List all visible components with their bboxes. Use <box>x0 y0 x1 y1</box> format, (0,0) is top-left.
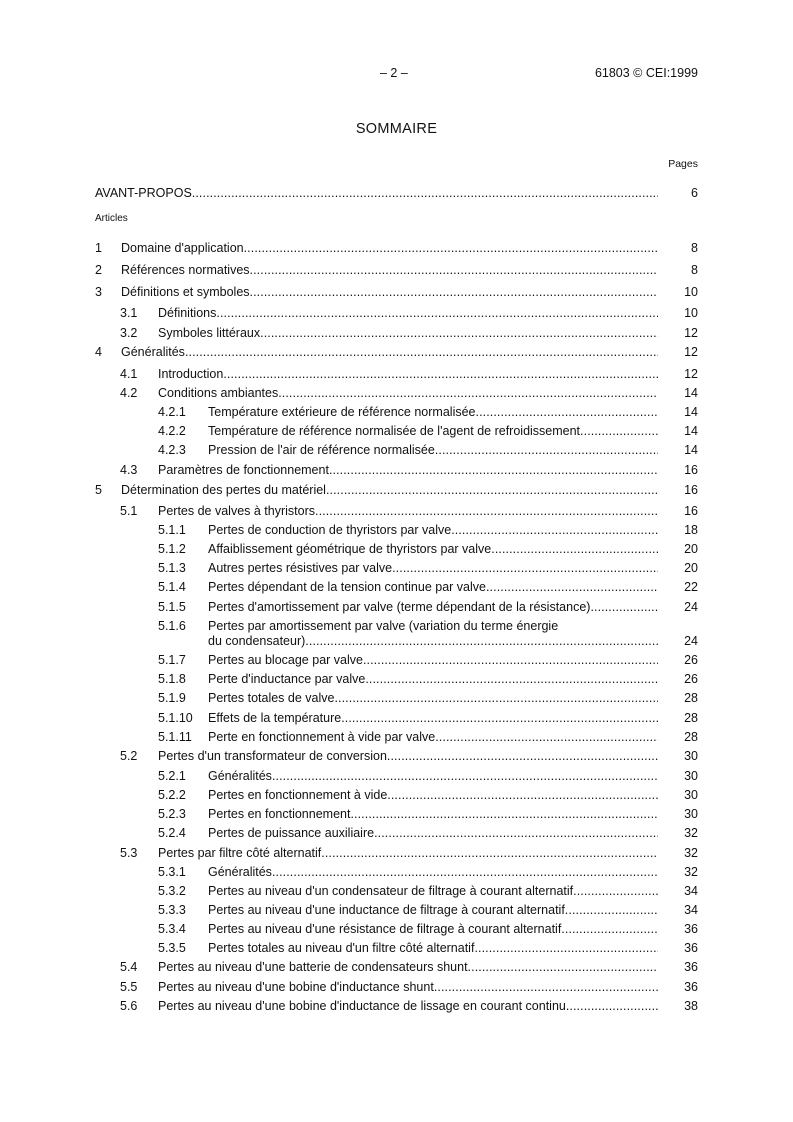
toc-entry-title-wrap <box>208 651 658 669</box>
toc-entry-number: 3.1 <box>120 306 138 320</box>
toc-entry[interactable] <box>0 939 793 957</box>
dot-leader <box>315 502 658 520</box>
page-header-reference: 61803 © CEI:1999 <box>594 66 698 80</box>
toc-entry-page: 14 <box>684 405 698 419</box>
toc-entry-title: Pertes au blocage par valve <box>208 653 363 667</box>
toc-entry-page: 6 <box>691 186 698 200</box>
toc-entry[interactable] <box>0 786 793 804</box>
dot-leader <box>244 239 658 257</box>
toc-entry-page: 36 <box>684 941 698 955</box>
dot-leader <box>363 651 658 669</box>
toc-entry[interactable] <box>0 882 793 900</box>
toc-entry[interactable] <box>0 670 793 688</box>
toc-entry-page: 38 <box>684 999 698 1013</box>
toc-entry-page: 30 <box>684 807 698 821</box>
toc-entry-number: 4.1 <box>120 367 138 381</box>
toc-entry[interactable] <box>0 651 793 669</box>
toc-entry-page: 16 <box>684 483 698 497</box>
toc-entry[interactable] <box>0 365 793 383</box>
toc-entry-page: 34 <box>684 903 698 917</box>
toc-entry-title: Paramètres de fonctionnement <box>158 463 329 477</box>
toc-entry[interactable] <box>0 920 793 938</box>
toc-entry-title: Température de référence normalisée de l'agent de refroidissement <box>208 424 581 438</box>
toc-entry-title-wrap <box>121 481 658 499</box>
toc-entry-page: 20 <box>684 561 698 575</box>
dot-leader <box>580 422 658 440</box>
toc-entry-number: 5.3.2 <box>158 884 186 898</box>
toc-entry-title-wrap <box>121 343 658 361</box>
toc-entry[interactable] <box>0 997 793 1015</box>
toc-entry-title: Autres pertes résistives par valve <box>208 561 393 575</box>
toc-entry-title: Pertes au niveau d'une batterie de condensateurs shunt <box>158 960 468 974</box>
toc-entry-title-wrap <box>158 324 658 342</box>
dot-leader <box>185 343 658 361</box>
toc-entry-title: Symboles littéraux <box>158 326 261 340</box>
toc-entry-page: 18 <box>684 523 698 537</box>
toc-entry-number: 4.3 <box>120 463 138 477</box>
toc-entry-number: 3 <box>95 285 102 299</box>
dot-leader <box>374 824 658 842</box>
dot-leader <box>573 882 658 900</box>
toc-entry-title-wrap <box>208 559 658 577</box>
toc-entry-number: 2 <box>95 263 102 277</box>
articles-label: Articles <box>95 213 128 224</box>
toc-entry-number: 5.2.2 <box>158 788 186 802</box>
toc-entry[interactable] <box>0 324 793 342</box>
toc-entry-number: 5.2 <box>120 749 138 763</box>
toc-entry[interactable] <box>0 805 793 823</box>
toc-entry[interactable] <box>0 283 793 301</box>
toc-entry-title-wrap <box>208 521 658 539</box>
toc-entry-title: Généralités <box>208 769 272 783</box>
toc-entry-title-wrap <box>158 747 658 765</box>
toc-entry[interactable] <box>0 978 793 996</box>
toc-entry[interactable] <box>0 384 793 402</box>
toc-entry-title: Définitions et symboles <box>121 285 250 299</box>
toc-entry-number: 1 <box>95 241 102 255</box>
toc-entry-number: 5.2.1 <box>158 769 186 783</box>
toc-entry-title-wrap <box>208 920 658 938</box>
dot-leader <box>565 901 658 919</box>
toc-entry-title-wrap <box>158 978 658 996</box>
dot-leader <box>329 461 658 479</box>
toc-entry-title-wrap <box>208 441 658 459</box>
toc-entry-title: Pression de l'air de référence normalisée <box>208 443 435 457</box>
toc-entry-title: Généralités <box>121 345 185 359</box>
toc-entry-number: 5.1.9 <box>158 691 186 705</box>
toc-entry-title: Pertes de conduction de thyristors par valve <box>208 523 452 537</box>
toc-entry-number: 5.1.2 <box>158 542 186 556</box>
dot-leader <box>341 709 658 727</box>
toc-entry-title: Pertes au niveau d'un condensateur de filtrage à courant alternatif <box>208 884 574 898</box>
toc-entry-number: 5.5 <box>120 980 138 994</box>
dot-leader <box>321 844 658 862</box>
dot-leader <box>387 786 658 804</box>
toc-entry-number: 4 <box>95 345 102 359</box>
toc-entry-page: 32 <box>684 865 698 879</box>
page-title: SOMMAIRE <box>355 121 438 137</box>
toc-entry[interactable] <box>0 709 793 727</box>
toc-entry-title-wrap <box>208 786 658 804</box>
toc-entry-title-wrap <box>208 767 658 785</box>
toc-entry-page: 14 <box>684 443 698 457</box>
toc-entry-title: Introduction <box>158 367 224 381</box>
toc-entry[interactable] <box>0 863 793 881</box>
toc-entry-title: Détermination des pertes du matériel <box>121 483 326 497</box>
toc-entry-title: Pertes de valves à thyristors <box>158 504 316 518</box>
toc-entry-page: 10 <box>684 285 698 299</box>
toc-entry-page: 30 <box>684 769 698 783</box>
toc-entry-page: 30 <box>684 749 698 763</box>
toc-entry-title: Pertes en fonctionnement <box>208 807 351 821</box>
toc-entry[interactable] <box>0 559 793 577</box>
toc-entry-number: 5.1.11 <box>158 730 192 744</box>
toc-entry-title: Pertes au niveau d'une résistance de filtrage à courant alternatif <box>208 922 562 936</box>
dot-leader <box>387 747 658 765</box>
toc-entry-title-wrap <box>208 728 658 746</box>
toc-entry-title-wrap <box>208 824 658 842</box>
toc-entry-page: 36 <box>684 922 698 936</box>
toc-entry-title-wrap <box>121 283 658 301</box>
dot-leader <box>566 997 658 1015</box>
toc-entry-title-wrap <box>208 598 658 616</box>
dot-leader <box>434 978 658 996</box>
toc-entry-page: 36 <box>684 960 698 974</box>
toc-entry-title-wrap <box>158 844 658 862</box>
toc-entry-page: 24 <box>684 634 698 648</box>
toc-entry-page: 14 <box>684 424 698 438</box>
toc-entry[interactable] <box>0 747 793 765</box>
toc-entry-title-wrap <box>121 239 658 257</box>
toc-entry-title-wrap <box>208 670 658 688</box>
toc-entry-number: 5.1 <box>120 504 138 518</box>
toc-entry-title: Température extérieure de référence normalisée <box>208 405 476 419</box>
toc-entry-number: 5.2.3 <box>158 807 186 821</box>
toc-entry-number: 5.1.10 <box>158 711 193 725</box>
toc-entry-title-wrap <box>208 882 658 900</box>
toc-entry-page: 36 <box>684 980 698 994</box>
toc-entry-page: 20 <box>684 542 698 556</box>
toc-entry-number: 5.6 <box>120 999 138 1013</box>
toc-entry-title-wrap <box>208 422 658 440</box>
toc-entry-number: 5.1.5 <box>158 600 186 614</box>
toc-entry-title: Pertes en fonctionnement à vide <box>208 788 388 802</box>
toc-entry-page: 30 <box>684 788 698 802</box>
toc-entry-title: Affaiblissement géométrique de thyristors par valve <box>208 542 492 556</box>
toc-entry-page: 10 <box>684 306 698 320</box>
toc-entry-title: AVANT-PROPOS <box>95 186 192 200</box>
toc-entry[interactable] <box>0 617 793 635</box>
dot-leader <box>491 540 658 558</box>
toc-entry-page: 32 <box>684 826 698 840</box>
toc-entry[interactable] <box>0 304 793 322</box>
toc-entry-title: Pertes par amortissement par valve (variation du terme énergie <box>208 619 559 633</box>
dot-leader <box>468 958 658 976</box>
toc-entry-title-wrap <box>158 461 658 479</box>
dot-leader <box>272 863 658 881</box>
toc-entry-page: 8 <box>691 263 698 277</box>
toc-entry-page: 16 <box>684 504 698 518</box>
toc-entry-title-wrap <box>208 578 658 596</box>
toc-entry-title-wrap <box>158 502 658 520</box>
toc-entry[interactable] <box>0 728 793 746</box>
dot-leader <box>334 689 658 707</box>
dot-leader <box>326 481 658 499</box>
toc-entry-title: Pertes totales de valve <box>208 691 335 705</box>
toc-entry-page: 32 <box>684 846 698 860</box>
toc-entry-title: Effets de la température <box>208 711 342 725</box>
toc-entry[interactable] <box>0 689 793 707</box>
dot-leader <box>250 261 658 279</box>
toc-entry-number: 5.3.3 <box>158 903 186 917</box>
toc-entry[interactable] <box>0 261 793 279</box>
toc-entry-number: 5.3.5 <box>158 941 186 955</box>
toc-entry-title: Pertes au niveau d'une inductance de filtrage à courant alternatif <box>208 903 565 917</box>
toc-entry-page: 12 <box>684 326 698 340</box>
dot-leader <box>435 728 658 746</box>
toc-entry[interactable] <box>0 824 793 842</box>
toc-entry[interactable] <box>0 461 793 479</box>
toc-entry[interactable] <box>0 521 793 539</box>
toc-entry-page: 34 <box>684 884 698 898</box>
toc-entry-title-wrap <box>208 403 658 421</box>
toc-entry-title-wrap <box>208 617 658 635</box>
toc-entry-page: 22 <box>684 580 698 594</box>
toc-entry-number: 3.2 <box>120 326 138 340</box>
toc-entry-title: Pertes totales au niveau d'un filtre côté alternatif <box>208 941 475 955</box>
toc-entry-number: 5.1.3 <box>158 561 186 575</box>
toc-entry-page: 14 <box>684 386 698 400</box>
toc-entry-title-continued: du condensateur) <box>208 634 306 648</box>
toc-entry[interactable] <box>0 343 793 361</box>
toc-entry-title: Pertes de puissance auxiliaire <box>208 826 375 840</box>
toc-entry-title-wrap <box>208 901 658 919</box>
toc-entry-title-wrap <box>208 863 658 881</box>
toc-entry-number: 4.2.2 <box>158 424 186 438</box>
toc-entry-title: Conditions ambiantes <box>158 386 279 400</box>
toc-entry[interactable] <box>0 767 793 785</box>
toc-entry-title-wrap <box>158 365 658 383</box>
toc-entry-title: Pertes par filtre côté alternatif <box>158 846 322 860</box>
toc-entry[interactable] <box>0 184 793 202</box>
toc-entry[interactable] <box>0 441 793 459</box>
toc-entry-title-wrap <box>208 709 658 727</box>
toc-entry-title-wrap <box>208 805 658 823</box>
dot-leader <box>250 283 658 301</box>
toc-entry-number: 5.4 <box>120 960 138 974</box>
toc-entry[interactable] <box>0 901 793 919</box>
toc-entry[interactable] <box>0 578 793 596</box>
toc-entry-page: 12 <box>684 367 698 381</box>
dot-leader <box>365 670 658 688</box>
toc-entry-number: 5.1.8 <box>158 672 186 686</box>
toc-entry[interactable] <box>0 844 793 862</box>
toc-entry-title-wrap <box>158 384 658 402</box>
toc-entry[interactable] <box>0 403 793 421</box>
toc-entry-title: Perte d'inductance par valve <box>208 672 366 686</box>
dot-leader <box>260 324 658 342</box>
pages-column-label: Pages <box>668 158 698 170</box>
toc-entry-number: 5.1.1 <box>158 523 186 537</box>
toc-entry-number: 5.1.4 <box>158 580 186 594</box>
toc-entry-title: Pertes au niveau d'une bobine d'inductance de lissage en courant continu <box>158 999 566 1013</box>
toc-entry-number: 5.3.1 <box>158 865 186 879</box>
toc-entry[interactable] <box>0 958 793 976</box>
toc-entry[interactable] <box>0 598 793 616</box>
dot-leader <box>216 304 658 322</box>
toc-entry-title-wrap <box>158 997 658 1015</box>
dot-leader <box>474 939 658 957</box>
toc-entry-title-wrap <box>158 304 658 322</box>
toc-entry-number: 5.1.6 <box>158 619 186 633</box>
toc-entry[interactable] <box>0 481 793 499</box>
toc-entry-number: 5 <box>95 483 102 497</box>
toc-entry-number: 5.1.7 <box>158 653 186 667</box>
dot-leader <box>451 521 658 539</box>
toc-entry-page: 12 <box>684 345 698 359</box>
dot-leader <box>590 598 658 616</box>
dot-leader <box>192 184 658 202</box>
toc-entry-title-wrap <box>158 958 658 976</box>
toc-entry-number: 4.2.1 <box>158 405 186 419</box>
dot-leader <box>272 767 658 785</box>
toc-entry-title: Pertes d'amortissement par valve (terme dépendant de la résistance) <box>208 600 591 614</box>
toc-entry-title: Définitions <box>158 306 217 320</box>
toc-entry-title: Références normatives <box>121 263 250 277</box>
toc-entry-number: 4.2 <box>120 386 138 400</box>
page-header-number: – 2 – <box>380 66 408 80</box>
toc-entry-page: 16 <box>684 463 698 477</box>
toc-entry-title-wrap <box>121 261 658 279</box>
toc-entry-page: 8 <box>691 241 698 255</box>
dot-leader <box>392 559 658 577</box>
toc-entry[interactable] <box>0 239 793 257</box>
toc-entry-title-wrap <box>95 184 658 202</box>
toc-entry-number: 4.2.3 <box>158 443 186 457</box>
toc-entry[interactable] <box>0 540 793 558</box>
toc-entry-title: Pertes d'un transformateur de conversion <box>158 749 387 763</box>
toc-entry-title: Pertes au niveau d'une bobine d'inductance shunt <box>158 980 434 994</box>
toc-entry-page: 28 <box>684 691 698 705</box>
dot-leader <box>561 920 658 938</box>
dot-leader <box>435 441 658 459</box>
dot-leader <box>350 805 658 823</box>
toc-entry-page: 26 <box>684 672 698 686</box>
toc-entry-title-wrap <box>208 939 658 957</box>
dot-leader <box>223 365 658 383</box>
dot-leader <box>486 578 658 596</box>
toc-entry-number: 5.3.4 <box>158 922 186 936</box>
toc-entry-page: 24 <box>684 600 698 614</box>
toc-entry-title: Perte en fonctionnement à vide par valve <box>208 730 436 744</box>
toc-entry-number: 5.3 <box>120 846 138 860</box>
toc-entry-page: 26 <box>684 653 698 667</box>
toc-entry[interactable] <box>0 502 793 520</box>
toc-entry-title-wrap <box>208 540 658 558</box>
toc-entry-title-wrap <box>208 689 658 707</box>
toc-entry-title: Généralités <box>208 865 272 879</box>
toc-entry-number: 5.2.4 <box>158 826 186 840</box>
toc-entry-title: Domaine d'application <box>121 241 244 255</box>
dot-leader <box>278 384 658 402</box>
toc-entry[interactable] <box>0 422 793 440</box>
toc-entry-page: 28 <box>684 711 698 725</box>
dot-leader <box>476 403 659 421</box>
toc-entry-title: Pertes dépendant de la tension continue par valve <box>208 580 486 594</box>
toc-entry-page: 28 <box>684 730 698 744</box>
